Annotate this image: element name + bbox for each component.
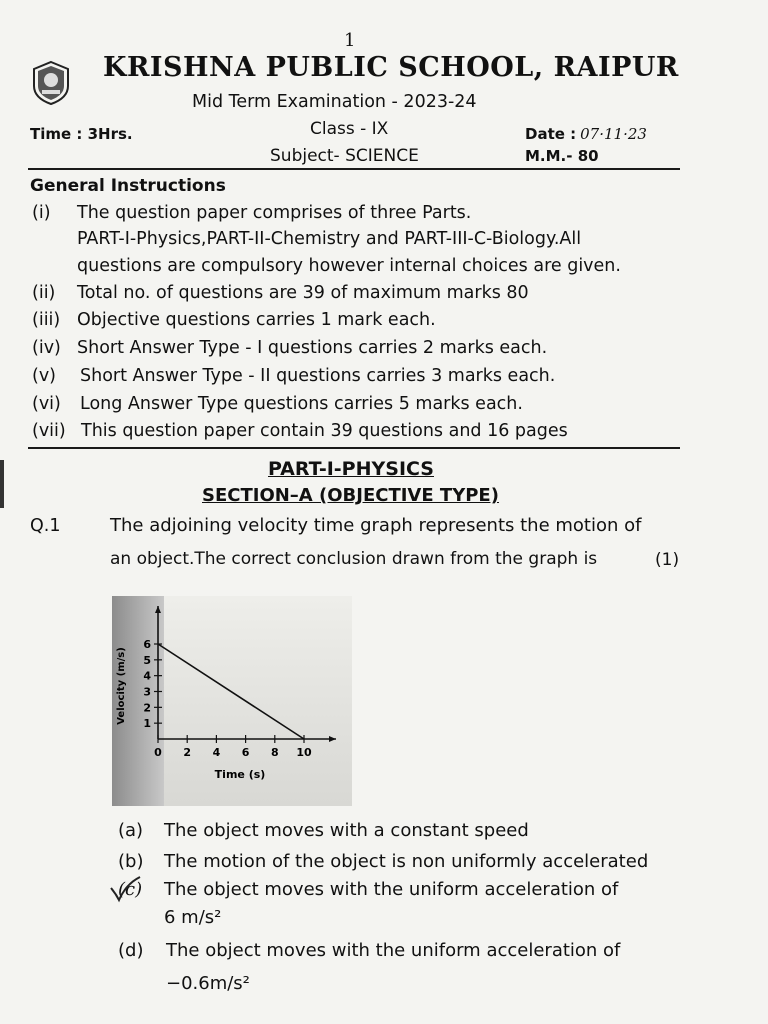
y-tick-label: 2 [143,701,151,715]
y-tick-label: 1 [143,717,151,731]
x-tick-label: 8 [270,746,279,759]
instruction-number: (i) [32,203,51,223]
instruction-number: (vii) [32,421,66,441]
date-value: 07·11·23 [580,125,647,143]
instruction-text: Objective questions carries 1 mark each. [77,310,436,330]
question-text: The adjoining velocity time graph represents the motion of [110,515,642,536]
exam-duration: Time : 3Hrs. [30,125,133,143]
school-name: KRISHNA PUBLIC SCHOOL, RAIPUR [103,52,679,83]
option-text: 6 m/s² [164,907,222,928]
x-tick-label: 4 [212,746,221,759]
part-title: PART-I-PHYSICS [268,458,434,480]
instruction-text: This question paper contain 39 questions and 16 pages [81,421,568,441]
y-tick-label: 5 [143,653,151,667]
instruction-text: Total no. of questions are 39 of maximum marks 80 [77,283,529,303]
option-label: (c) [118,879,143,900]
exam-date [525,125,647,143]
instructions-heading: General Instructions [30,176,226,196]
question-text: an object.The correct conclusion drawn from the graph is [110,549,598,569]
x-tick-label: 2 [183,746,192,759]
option-text: The object moves with a constant speed [164,820,529,841]
tick-mark-icon [108,874,150,904]
option-text: The motion of the object is non uniformly accelerated [164,851,649,872]
max-marks: M.M.- 80 [525,147,599,165]
exam-subject: Subject- SCIENCE [270,146,419,166]
instruction-text: Short Answer Type - I questions carries 2 marks each. [77,338,548,358]
option-text: −0.6m/s² [166,973,250,994]
question-marks: (1) [655,550,680,570]
option-label: (b) [118,851,144,872]
option-label: (a) [118,820,144,841]
instruction-number: (ii) [32,283,56,303]
x-tick-label: 0 [154,746,162,759]
option-text: The object moves with the uniform acceleration of [166,940,621,961]
y-axis-label: Velocity (m/s) [116,647,127,725]
exam-class: Class - IX [310,119,389,139]
x-tick-label: 6 [241,746,250,759]
instruction-number: (v) [32,366,57,386]
y-tick-label: 4 [143,669,151,683]
question-number: Q.1 [30,516,61,536]
instruction-text: Long Answer Type questions carries 5 marks each. [80,394,523,414]
instruction-number: (vi) [32,394,61,414]
exam-title: Mid Term Examination - 2023-24 [192,92,477,112]
instruction-number: (iv) [32,338,61,358]
instructions-divider [28,447,680,449]
instruction-text: The question paper comprises of three Parts. [77,203,472,223]
instruction-text: Short Answer Type - II questions carries 3 marks each. [80,366,556,386]
option-label: (d) [118,940,144,961]
page-number: 1 [344,30,356,51]
date-label: Date : [525,125,577,143]
y-tick-label: 3 [143,685,151,699]
instruction-text: PART-I-Physics,PART-II-Chemistry and PART-III-C-Biology.All [77,229,582,249]
instruction-text: questions are compulsory however internal choices are given. [77,256,621,276]
option-text: The object moves with the uniform acceleration of [164,879,619,900]
x-axis-label: Time (s) [214,768,266,781]
header-divider [28,168,680,170]
school-logo [28,60,74,106]
y-tick-label: 6 [143,638,151,651]
section-title: SECTION–A (OBJECTIVE TYPE) [202,485,499,506]
velocity-time-graph [112,596,352,806]
instruction-number: (iii) [32,310,61,330]
binder-mark [0,460,4,508]
x-tick-label: 10 [296,746,312,759]
